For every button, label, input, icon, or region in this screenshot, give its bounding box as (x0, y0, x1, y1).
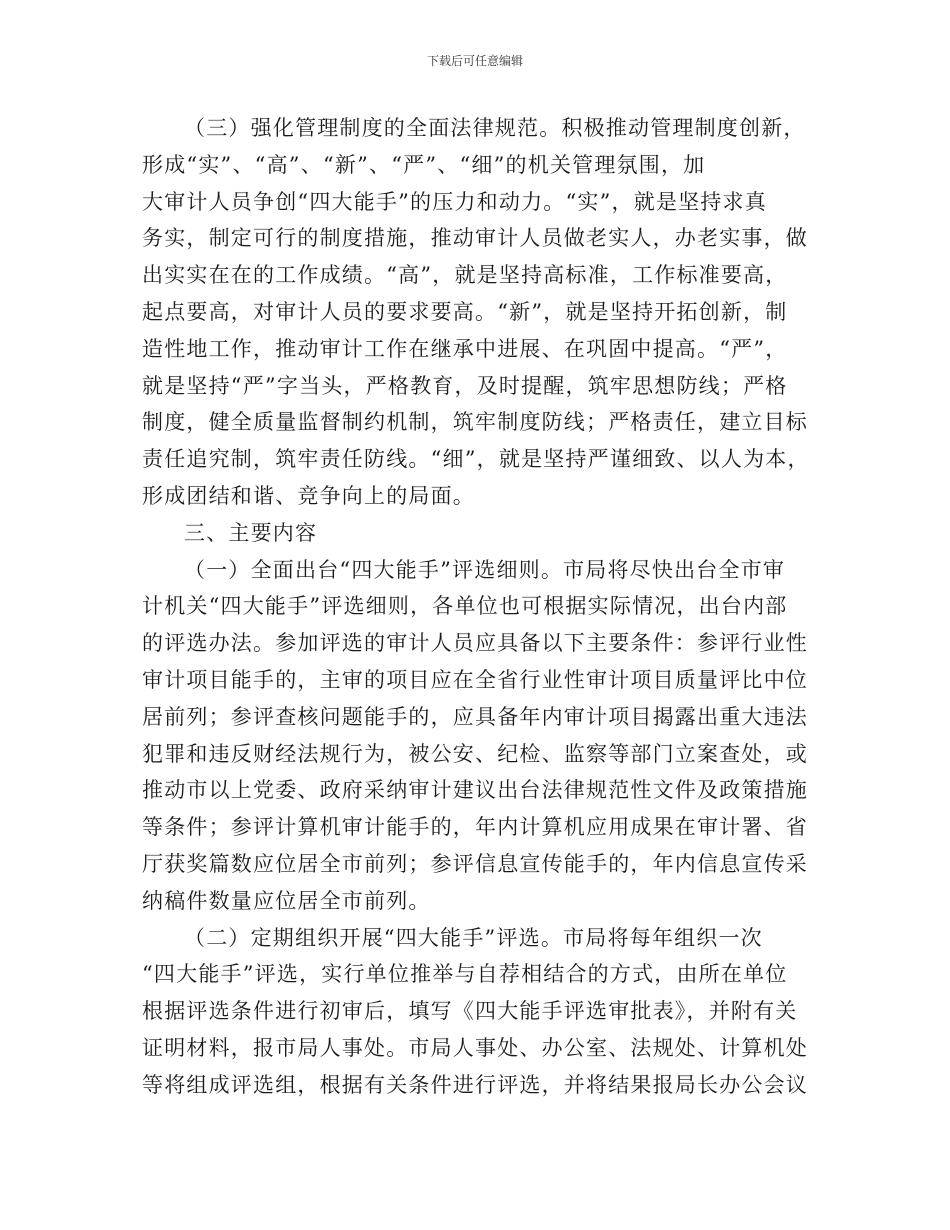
text-line: 就是坚持“严”字当头，严格教育，及时提醒，筑牢思想防线；严格 (142, 373, 788, 398)
text-line: 务实，制定可行的制度措施，推动审计人员做老实人，办老实事，做 (142, 226, 808, 251)
text-line: 厅获奖篇数应位居全市前列；参评信息宣传能手的，年内信息宣传采 (142, 851, 808, 876)
text-line: 的评选办法。参加评选的审计人员应具备以下主要条件：参评行业性 (142, 631, 808, 656)
text-line: 大审计人员争创“四大能手”的压力和动力。“实”，就是坚持求真 (142, 189, 767, 214)
text-line: “四大能手”评选，实行单位推举与自荐相结合的方式，由所在单位 (142, 962, 788, 987)
text-line: 等条件；参评计算机审计能手的，年内计算机应用成果在审计署、省 (142, 815, 808, 840)
page-header-note: 下载后可任意编辑 (426, 54, 523, 68)
text-line: 形成团结和谐、竞争向上的局面。 (142, 483, 475, 508)
text-line: （三）强化管理制度的全面法律规范。积极推动管理制度创新， (184, 116, 806, 140)
text-line: 造性地工作，推动审计工作在继承中进展、在巩固中提高。“严”， (142, 336, 788, 361)
text-line: （一）全面出台“四大能手”评选细则。市局将尽快出台全市审 (184, 557, 786, 582)
text-line: 根据评选条件进行初审后，填写《四大能手评选审批表》，并附有关 (142, 999, 798, 1024)
text-line: 纳稿件数量应位居全市前列。 (142, 888, 431, 913)
text-line: 证明材料，报市局人事处。市局人事处、办公室、法规处、计算机处 (142, 1035, 808, 1060)
text-line: 居前列；参评查核问题能手的，应具备年内审计项目揭露出重大违法 (142, 704, 808, 729)
text-line: 责任追究制，筑牢责任防线。“细”，就是坚持严谨细致、以人为本， (142, 447, 810, 472)
text-line: 形成“实”、“高”、“新”、“严”、“细”的机关管理氛围，加 (142, 152, 706, 177)
text-line: 出实实在在的工作成绩。“高”，就是坚持高标准，工作标准要高， (142, 263, 788, 288)
document-body (142, 110, 808, 1104)
text-line: 犯罪和违反财经法规行为，被公安、纪检、监察等部门立案查处，或 (142, 741, 808, 766)
text-line: 等将组成评选组，根据有关条件进行评选，并将结果报局长办公会议 (142, 1072, 808, 1097)
text-line: 推动市以上党委、政府采纳审计建议出台法律规范性文件及政策措施 (142, 778, 808, 803)
text-line: 计机关“四大能手”评选细则，各单位也可根据实际情况，出台内部 (142, 594, 788, 619)
text-line: 审计项目能手的，主审的项目应在全省行业性审计项目质量评比中位 (142, 667, 808, 692)
text-line: （二）定期组织开展“四大能手”评选。市局将每年组织一次 (184, 925, 763, 950)
text-line: 制度，健全质量监督制约机制，筑牢制度防线；严格责任，建立目标 (142, 410, 808, 435)
text-line: 起点要高，对审计人员的要求要高。“新”，就是坚持开拓创新，制 (142, 299, 788, 324)
section-heading: 三、主要内容 (184, 520, 318, 545)
